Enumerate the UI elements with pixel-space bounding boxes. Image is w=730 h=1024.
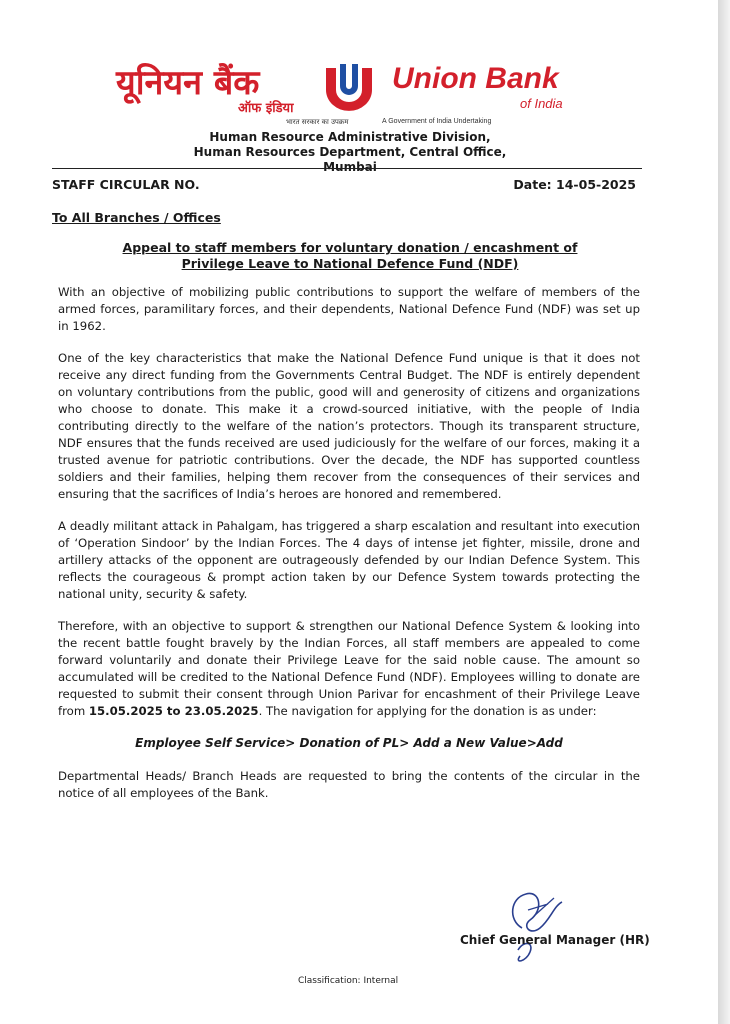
- circular-number-label: STAFF CIRCULAR NO.: [52, 177, 200, 192]
- signature-icon: [500, 880, 570, 970]
- appeal-text-start: Therefore, with an objective to support & strengthen our National Defence System & looking into the recent battle fought bravely by the Indian Forces, all staff members are appealed to come forward voluntarily and donate their Privilege Leave for the said noble cause. The amount so accumulated will be credited to the National Defence Fund (NDF). Employees willing to donate are requested to submit their consent through Union Parivar for encashment of their Privilege Leave from: [58, 619, 640, 718]
- paragraph-operation-sindoor: A deadly militant attack in Pahalgam, has triggered a sharp escalation and resultant into execution of ‘Operation Sindoor’ by the Indian Forces. The 4 days of intense jet fighter, missile, drone and artillery attacks of the opponent are outrageously defended by our Indian Defence System. This reflects the courageous & prompt action taken by our Defence System towards protecting the national unity, security & safety.: [58, 519, 640, 601]
- paragraph-instructions: Departmental Heads/ Branch Heads are requested to bring the contents of the circular in the notice of all employees of the Bank.: [58, 769, 640, 800]
- signatory-title: Chief General Manager (HR): [460, 933, 650, 947]
- bank-name-english: Union Bank: [392, 62, 559, 95]
- tagline-english: A Government of India Undertaking: [382, 118, 492, 125]
- subject-line-2: Privilege Leave to National Defence Fund (NDF): [181, 256, 519, 271]
- classification-label: Classification: Internal: [298, 976, 399, 986]
- bank-name-hindi: यूनियन बैंक: [116, 63, 260, 103]
- subject-heading: [60, 240, 640, 272]
- division-line-1: Human Resource Administrative Division,: [209, 130, 491, 144]
- header-divider: [52, 168, 642, 169]
- circular-body: [58, 284, 640, 817]
- division-line-2: Human Resources Department, Central Office, Mumbai: [193, 145, 507, 174]
- paragraph-ndf-intro: With an objective of mobilizing public contributions to support the welfare of members of the armed forces, paramilitary forces, and their dependents, National Defence Fund (NDF) was set up in 1962.: [58, 285, 640, 333]
- paragraph-appeal: [58, 618, 640, 720]
- bank-name-english-sub: of India: [520, 96, 563, 111]
- page-edge-shadow: [718, 0, 730, 1024]
- appeal-text-end: . The navigation for applying for the donation is as under:: [258, 704, 597, 718]
- bank-name-hindi-sub: ऑफ इंडिया: [238, 101, 294, 116]
- donation-window-dates: 15.05.2025 to 23.05.2025: [88, 704, 259, 718]
- navigation-path: Employee Self Service> Donation of PL> Add a New Value>Add: [135, 736, 563, 750]
- paragraph-ndf-characteristics: One of the key characteristics that make the National Defence Fund unique is that it does not receive any direct funding from the Governments Central Budget. The NDF is entirely dependent on voluntary contributions from the public, good will and generosity of citizens and organizations who choose to donate. This make it a crowd-sourced initiative, with the people of India contributing directly to the welfare of the nation’s protectors. Though its transparent structure, NDF ensures that the funds received are used judiciously for the welfare of our forces, making it a trusted avenue for patriotic contributions. Over the decade, the NDF has supported countless soldiers and their families, helping them recover from the consequences of their services and ensuring that the sacrifices of India’s heroes are honored and remembered.: [58, 351, 640, 501]
- circular-date: Date: 14-05-2025: [513, 177, 636, 192]
- union-bank-logo-icon: [316, 60, 382, 112]
- tagline-hindi: भारत सरकार का उपक्रम: [286, 118, 349, 126]
- addressee: To All Branches / Offices: [52, 210, 221, 225]
- subject-line-1: Appeal to staff members for voluntary donation / encashment of: [122, 240, 578, 255]
